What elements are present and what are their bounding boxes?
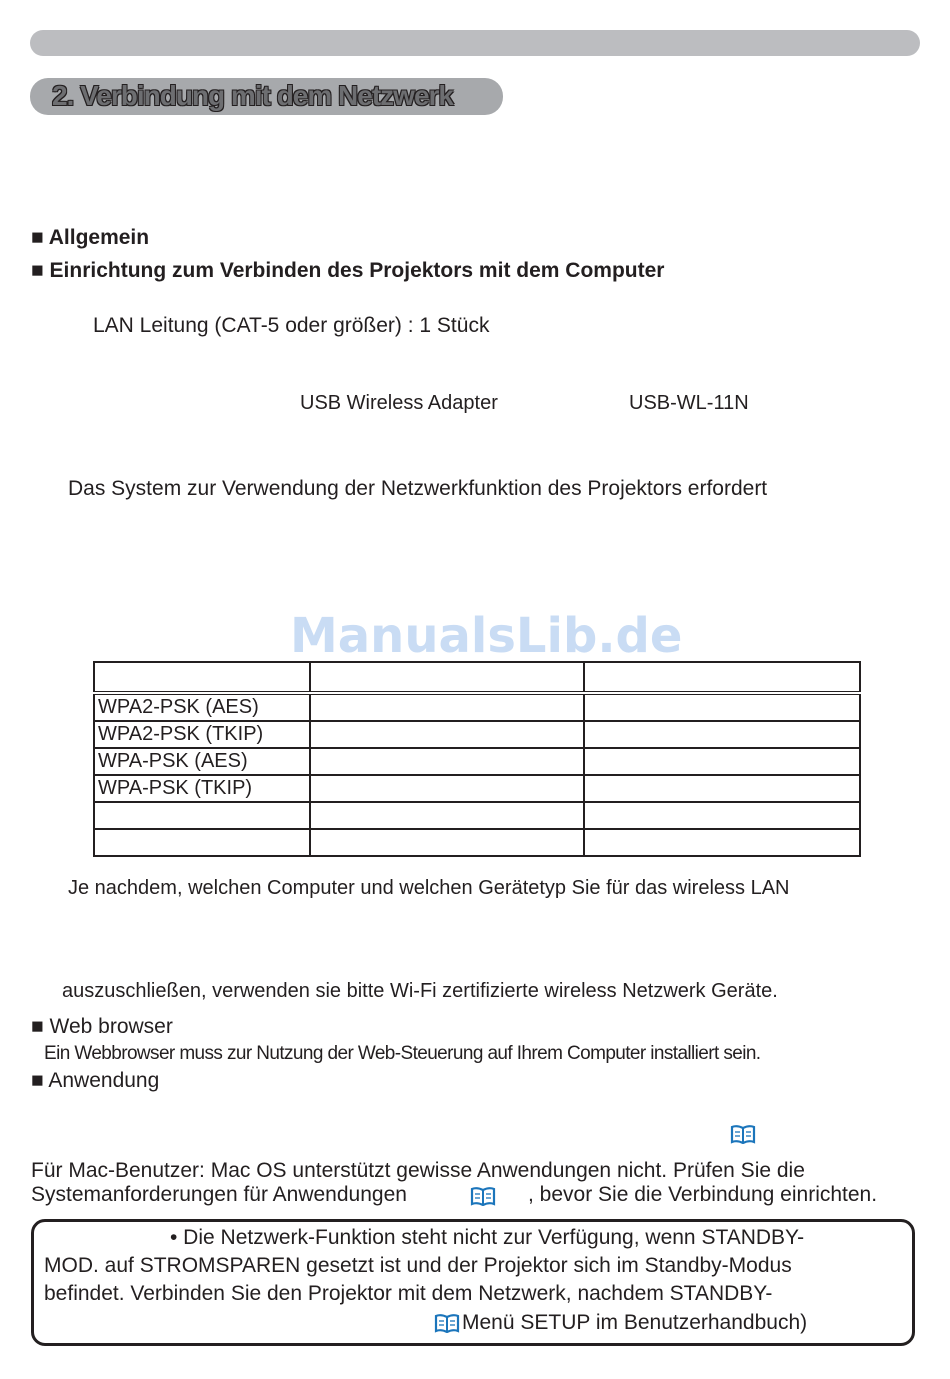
table-cell: WPA-PSK (TKIP) xyxy=(94,775,310,802)
security-table xyxy=(93,661,861,857)
table-cell xyxy=(310,829,584,856)
usb-adapter-label: USB Wireless Adapter xyxy=(300,392,498,414)
device-type-text: Je nachdem, welchen Computer und welchen Gerätetyp Sie für das wireless LAN xyxy=(68,877,790,899)
usb-adapter-model: USB-WL-11N xyxy=(629,392,749,414)
mac-users-text: Für Mac-Benutzer: Mac OS unterstützt gewisse Anwendungen nicht. Prüfen Sie die xyxy=(31,1159,805,1182)
table-cell xyxy=(310,802,584,829)
lan-cable-text: LAN Leitung (CAT-5 oder größer) : 1 Stück xyxy=(93,314,490,337)
table-row xyxy=(94,829,860,856)
table-cell: WPA2-PSK (TKIP) xyxy=(94,721,310,748)
table-cell xyxy=(310,748,584,775)
table-row xyxy=(94,721,860,748)
heading-application: ■ Anwendung xyxy=(31,1069,160,1092)
top-header-bar xyxy=(30,30,920,56)
note-line-2: MOD. auf STROMSPAREN gesetzt ist und der Projektor sich im Standby-Modus xyxy=(44,1254,792,1277)
table-cell xyxy=(584,693,860,721)
table-cell xyxy=(310,693,584,721)
table-header-cell xyxy=(94,662,310,693)
table-row xyxy=(94,693,860,721)
table-row xyxy=(94,802,860,829)
watermark: ManualsLib.de xyxy=(290,608,683,664)
heading-general: ■ Allgemein xyxy=(31,226,150,249)
heading-web-browser: ■ Web browser xyxy=(31,1015,173,1038)
table-row xyxy=(94,748,860,775)
mac-requirements-text-end: , bevor Sie die Verbindung einrichten. xyxy=(528,1183,878,1206)
table-header-cell xyxy=(584,662,860,693)
note-line-4: Menü SETUP im Benutzerhandbuch) xyxy=(462,1311,808,1334)
manual-reference-icon xyxy=(434,1313,460,1333)
table-cell xyxy=(94,829,310,856)
section-title: 2. Verbindung mit dem Netzwerk xyxy=(52,80,453,111)
web-browser-text: Ein Webbrowser muss zur Nutzung der Web-Steuerung auf Ihrem Computer installiert sein. xyxy=(44,1043,761,1064)
table-cell xyxy=(584,775,860,802)
table-cell: WPA-PSK (AES) xyxy=(94,748,310,775)
system-requirement-text: Das System zur Verwendung der Netzwerkfunktion des Projektors erfordert xyxy=(68,477,768,500)
table-header-cell xyxy=(310,662,584,693)
table-cell xyxy=(94,802,310,829)
table-cell: WPA2-PSK (AES) xyxy=(94,693,310,721)
table-cell xyxy=(584,748,860,775)
note-line-1: • Die Netzwerk-Funktion steht nicht zur Verfügung, wenn STANDBY- xyxy=(170,1226,805,1249)
manual-reference-icon xyxy=(730,1124,756,1144)
table-cell xyxy=(310,721,584,748)
table-row xyxy=(94,775,860,802)
wifi-certified-text: auszuschließen, verwenden sie bitte Wi-Fi zertifizierte wireless Netzwerk Geräte. xyxy=(62,980,778,1002)
table-cell xyxy=(584,829,860,856)
mac-requirements-text: Systemanforderungen für Anwendungen xyxy=(31,1183,407,1206)
table-cell xyxy=(310,775,584,802)
heading-setup: ■ Einrichtung zum Verbinden des Projektors mit dem Computer xyxy=(31,259,665,282)
note-line-3: befindet. Verbinden Sie den Projektor mit dem Netzwerk, nachdem STANDBY- xyxy=(44,1282,773,1305)
manual-reference-icon xyxy=(470,1186,496,1206)
table-header-row xyxy=(94,662,860,693)
table-cell xyxy=(584,802,860,829)
table-cell xyxy=(584,721,860,748)
